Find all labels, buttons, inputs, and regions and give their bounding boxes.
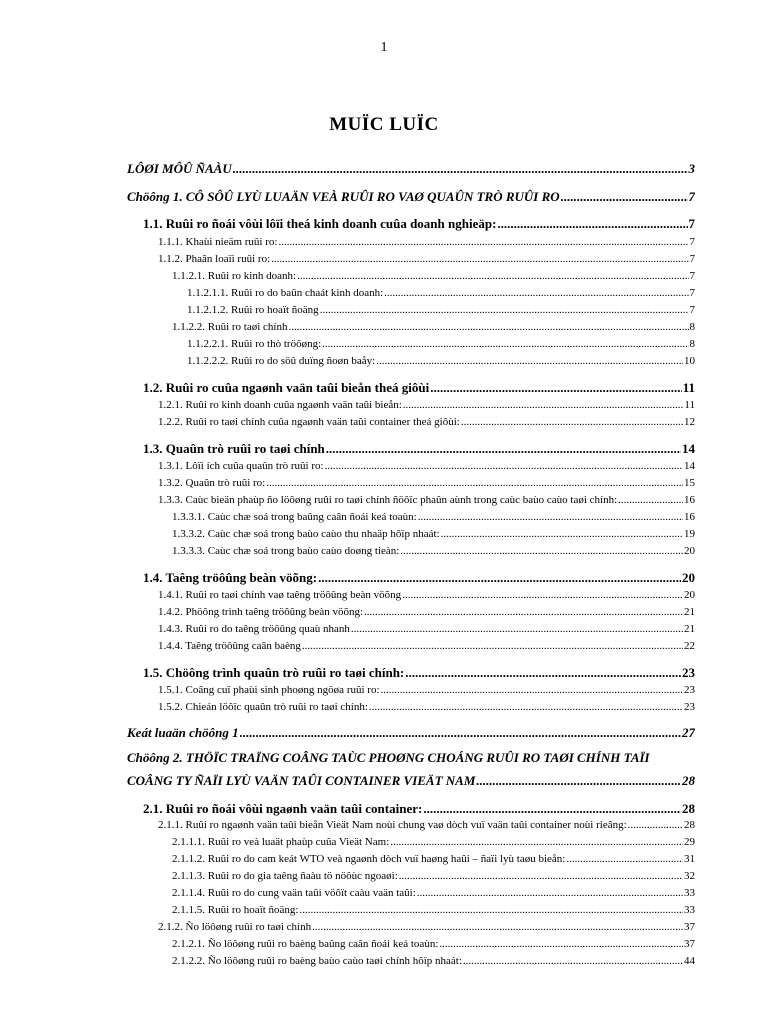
- dot-leader: [297, 270, 688, 282]
- toc-entry-label: 1.3.1. Lôïi ích cuûa quaûn trò ruûi ro:: [158, 460, 324, 472]
- toc-entry-page: 20: [682, 570, 695, 585]
- toc-entry[interactable]: [158, 606, 695, 618]
- dot-leader: [566, 853, 683, 865]
- toc-entry[interactable]: [158, 640, 695, 652]
- toc-entry[interactable]: [158, 236, 695, 248]
- dot-leader: [384, 287, 688, 299]
- toc-entry-label: 2.1.2.2. Ño löôøng ruûi ro baèng baùo caùo taøi chính hôïp nhaát:: [172, 955, 462, 967]
- toc-entry[interactable]: [172, 904, 695, 916]
- toc-entry-page: 16: [684, 511, 695, 523]
- toc-entry-page: 28: [684, 819, 695, 831]
- toc-entry-page: 33: [684, 887, 695, 899]
- dot-leader: [423, 801, 681, 817]
- toc-entry[interactable]: [143, 570, 695, 586]
- toc-entry-label: 1.2.1. Ruûi ro kinh doanh cuûa ngaønh vaän taûi bieån:: [158, 399, 402, 411]
- toc-entry[interactable]: [143, 216, 695, 232]
- dot-leader: [405, 665, 681, 681]
- chapter2-heading-line1: Chöông 2. THÖÏC TRAÏNG COÂNG TAÙC PHOØNG CHOÁNG RUÛI RO TAØI CHÍNH TAÏI: [127, 750, 650, 765]
- toc-entry[interactable]: [143, 665, 695, 681]
- toc-entry[interactable]: [187, 304, 695, 316]
- toc-entry-page: 21: [684, 606, 695, 618]
- dot-leader: [325, 460, 683, 472]
- toc-entry-page: 22: [684, 640, 695, 652]
- toc-entry-label: 1.4.4. Taêng tröôûng caân baèng: [158, 640, 301, 652]
- toc-entry[interactable]: [143, 801, 695, 817]
- toc-entry-label: 1.1.2.1.1. Ruûi ro do baûn chaát kinh doanh:: [187, 287, 384, 299]
- toc-entry-label: 1.1.2. Phaân loaïi ruûi ro:: [158, 253, 271, 265]
- toc-entry-label: 1.4.1. Ruûi ro taøi chính vaø taêng tröôûng beàn vöõng: [158, 589, 402, 601]
- toc-entry-page: 44: [684, 955, 695, 967]
- dot-leader: [240, 725, 681, 741]
- toc-entry-page: 23: [684, 684, 695, 696]
- toc-entry-label: 1.3. Quaûn trò ruûi ro taøi chính: [143, 441, 325, 456]
- dot-leader: [561, 189, 688, 205]
- toc-entry-label: 1.1.2.2. Ruûi ro taøi chính: [172, 321, 288, 333]
- toc-entry-label: 1.1.2.2.2. Ruûi ro do söû duïng ñoøn baåy:: [187, 355, 376, 367]
- dot-leader: [351, 623, 683, 635]
- toc-entry-label: 2.1.2. Ño löôøng ruûi ro taøi chính: [158, 921, 312, 933]
- toc-entry-page: 14: [684, 460, 695, 472]
- toc-entry-label: Keát luaän chöông 1: [127, 725, 239, 740]
- dot-leader: [476, 773, 681, 789]
- dot-leader: [289, 321, 689, 333]
- toc-entry-page: 15: [684, 477, 695, 489]
- toc-entry-label: 1.3.3.1. Caùc chæ soá trong baûng caân ñoái keá toaùn:: [172, 511, 417, 523]
- toc-entry-label: 1.1.1. Khaùi nieäm ruûi ro:: [158, 236, 278, 248]
- toc-entry[interactable]: [158, 589, 695, 601]
- dot-leader: [441, 528, 683, 540]
- toc-entry[interactable]: [172, 321, 695, 333]
- toc-entry-label: COÂNG TY ÑAÏI LYÙ VAÄN TAÛI CONTAINER VIEÄT NAM: [127, 773, 476, 788]
- toc-entry-label: 1.3.3. Caùc bieän phaùp ño löôøng ruûi ro taøi chính ñöôïc phaûn aùnh trong caùc baùo caùo taøi chính:: [158, 494, 618, 506]
- dot-leader: [399, 870, 683, 882]
- toc-entry-label: 2.1.1.3. Ruûi ro do gia taêng ñaàu tö nöôùc ngoaøi:: [172, 870, 398, 882]
- toc-entry-page: 31: [684, 853, 695, 865]
- toc-entry-label: 1.1. Ruûi ro ñoái vôùi lôïi theá kinh doanh cuûa doanh nghieäp:: [143, 216, 497, 231]
- toc-entry-label: 1.2. Ruûi ro cuûa ngaønh vaän taûi bieån theá giôùi: [143, 380, 430, 395]
- dot-leader: [461, 416, 683, 428]
- dot-leader: [417, 887, 683, 899]
- toc-entry-page: 11: [684, 399, 695, 411]
- toc-entry[interactable]: [172, 545, 695, 557]
- page-number: 1: [380, 40, 388, 55]
- toc-entry-page: 21: [684, 623, 695, 635]
- toc-entry-page: 10: [684, 355, 695, 367]
- toc-entry[interactable]: [158, 701, 695, 713]
- toc-entry[interactable]: [172, 887, 695, 899]
- toc-entry[interactable]: [127, 189, 695, 205]
- toc-entry-label: 2.1.1. Ruûi ro ngaønh vaän taûi bieån Vieät Nam noùi chung vaø dòch vuï vaän taûi container noùi rieâng:: [158, 819, 627, 831]
- toc-entry[interactable]: [127, 161, 695, 177]
- toc-entry[interactable]: [158, 416, 695, 428]
- toc-entry[interactable]: [187, 287, 695, 299]
- toc-entry[interactable]: [158, 399, 695, 411]
- toc-entry-label: 1.4. Taêng tröôûng beàn vöõng:: [143, 570, 318, 585]
- dot-leader: [439, 938, 683, 950]
- toc-entry-page: 7: [689, 253, 695, 265]
- dot-leader: [318, 570, 681, 586]
- toc-entry[interactable]: [158, 921, 695, 933]
- dot-leader: [320, 304, 689, 316]
- toc-entry-page: 33: [684, 904, 695, 916]
- toc-entry[interactable]: [172, 853, 695, 865]
- toc-entry[interactable]: [127, 725, 695, 741]
- dot-leader: [376, 355, 683, 367]
- toc-entry-label: 2.1.2.1. Ño löôøng ruûi ro baèng baûng caân ñoái keá toaùn:: [172, 938, 439, 950]
- dot-leader: [618, 494, 683, 506]
- toc-entry[interactable]: [158, 819, 695, 831]
- dot-leader: [300, 904, 684, 916]
- dot-leader: [497, 216, 687, 232]
- toc-entry-label: 1.4.2. Phöông trình taêng tröôûng beàn vöõng:: [158, 606, 364, 618]
- toc-entry-page: 37: [684, 938, 695, 950]
- toc-entry[interactable]: [187, 338, 695, 350]
- dot-leader: [326, 441, 681, 457]
- toc-entry[interactable]: [172, 938, 695, 950]
- toc-entry-label: 1.5. Chöông trình quaûn trò ruûi ro taøi chính:: [143, 665, 405, 680]
- toc-entry-page: 29: [684, 836, 695, 848]
- dot-leader: [322, 338, 688, 350]
- toc-entry-label: 1.1.2.2.1. Ruûi ro thò tröôøng:: [187, 338, 322, 350]
- toc-entry-label: 1.5.2. Chieán löôïc quaûn trò ruûi ro taøi chính:: [158, 701, 368, 713]
- dot-leader: [233, 161, 688, 177]
- toc-entry-page: 12: [684, 416, 695, 428]
- dot-leader: [266, 477, 683, 489]
- toc-entry[interactable]: [172, 270, 695, 282]
- toc-entry-label: 2.1. Ruûi ro ñoái vôùi ngaønh vaän taûi container:: [143, 801, 423, 816]
- toc-entry-page: 20: [684, 589, 695, 601]
- toc-entry-label: LÔØI MÔÛ ÑAÀU: [127, 161, 232, 176]
- toc-title: MUÏC LUÏC: [329, 114, 439, 135]
- toc-entry-page: 20: [684, 545, 695, 557]
- toc-entry-label: 1.2.2. Ruûi ro taøi chính cuûa ngaønh vaän taûi container theá giôùi:: [158, 416, 460, 428]
- toc-entry-label: 2.1.1.1. Ruûi ro veà luaät phaùp cuûa Vieät Nam:: [172, 836, 390, 848]
- toc-entry-page: 7: [689, 304, 695, 316]
- dot-leader: [381, 684, 683, 696]
- toc-entry[interactable]: [172, 511, 695, 523]
- dot-leader: [369, 701, 683, 713]
- toc-entry[interactable]: [127, 773, 695, 789]
- dot-leader: [403, 399, 684, 411]
- toc-entry-page: 14: [682, 441, 695, 456]
- dot-leader: [402, 589, 683, 601]
- dot-leader: [278, 236, 688, 248]
- toc-entry-page: 11: [682, 380, 695, 395]
- dot-leader: [390, 836, 683, 848]
- toc-entry[interactable]: [158, 494, 695, 506]
- toc-entry[interactable]: [172, 955, 695, 967]
- toc-entry[interactable]: [158, 253, 695, 265]
- toc-entry-page: 8: [689, 321, 695, 333]
- toc-entry-label: 1.4.3. Ruûi ro do taêng tröôûng quaù nhanh: [158, 623, 350, 635]
- toc-entry-label: 2.1.1.2. Ruûi ro do cam keát WTO veà ngaønh dòch vuï haøng haûi – ñaïi lyù taøu bieån:: [172, 853, 566, 865]
- toc-entry-label: 1.1.2.1. Ruûi ro kinh doanh:: [172, 270, 297, 282]
- toc-entry[interactable]: [158, 460, 695, 472]
- toc-entry-page: 7: [689, 287, 695, 299]
- toc-entry-label: 1.5.1. Coâng cuï phaùi sinh phoøng ngöøa ruûi ro:: [158, 684, 380, 696]
- toc-entry-page: 37: [684, 921, 695, 933]
- dot-leader: [628, 819, 683, 831]
- toc-entry-page: 23: [684, 701, 695, 713]
- toc-entry[interactable]: [172, 870, 695, 882]
- toc-entry-page: 32: [684, 870, 695, 882]
- toc-entry-label: 1.3.3.2. Caùc chæ soá trong baùo caùo thu nhaäp hôïp nhaát:: [172, 528, 440, 540]
- toc-entry[interactable]: [158, 684, 695, 696]
- toc-entry[interactable]: [158, 623, 695, 635]
- toc-entry-page: 7: [688, 216, 695, 231]
- toc-entry-page: 7: [689, 236, 695, 248]
- toc-entry-page: 7: [688, 189, 695, 204]
- dot-leader: [400, 545, 683, 557]
- toc-entry[interactable]: [158, 477, 695, 489]
- toc-entry[interactable]: [187, 355, 695, 367]
- toc-entry-page: 28: [682, 773, 695, 788]
- toc-entry-label: Chöông 1. CÔ SÔÛ LYÙ LUAÄN VEÀ RUÛI RO VAØ QUAÛN TRÒ RUÛI RO: [127, 189, 560, 204]
- toc-entry[interactable]: [143, 441, 695, 457]
- toc-entry-label: 2.1.1.5. Ruûi ro hoaït ñoäng:: [172, 904, 299, 916]
- toc-entry-page: 27: [682, 725, 695, 740]
- toc-entry-page: 19: [684, 528, 695, 540]
- dot-leader: [418, 511, 683, 523]
- dot-leader: [364, 606, 683, 618]
- toc-entry-label: 1.3.2. Quaûn trò ruûi ro:: [158, 477, 266, 489]
- toc-entry-page: 7: [689, 270, 695, 282]
- dot-leader: [430, 380, 682, 396]
- toc-entry-page: 28: [682, 801, 695, 816]
- toc-entry[interactable]: [143, 380, 695, 396]
- toc-entry[interactable]: [172, 836, 695, 848]
- dot-leader: [312, 921, 683, 933]
- toc-entry[interactable]: [172, 528, 695, 540]
- toc-entry-page: 16: [684, 494, 695, 506]
- toc-entry-label: 2.1.1.4. Ruûi ro do cung vaän taûi vöôït caàu vaän taûi:: [172, 887, 416, 899]
- dot-leader: [302, 640, 683, 652]
- toc-entry-label: 1.1.2.1.2. Ruûi ro hoaït ñoäng: [187, 304, 319, 316]
- toc-entry-page: 3: [688, 161, 695, 176]
- toc-entry-label: 1.3.3.3. Caùc chæ soá trong baùo caùo doøng tieàn:: [172, 545, 400, 557]
- toc-entry-page: 23: [682, 665, 695, 680]
- dot-leader: [271, 253, 688, 265]
- dot-leader: [463, 955, 683, 967]
- toc-entry-page: 8: [689, 338, 695, 350]
